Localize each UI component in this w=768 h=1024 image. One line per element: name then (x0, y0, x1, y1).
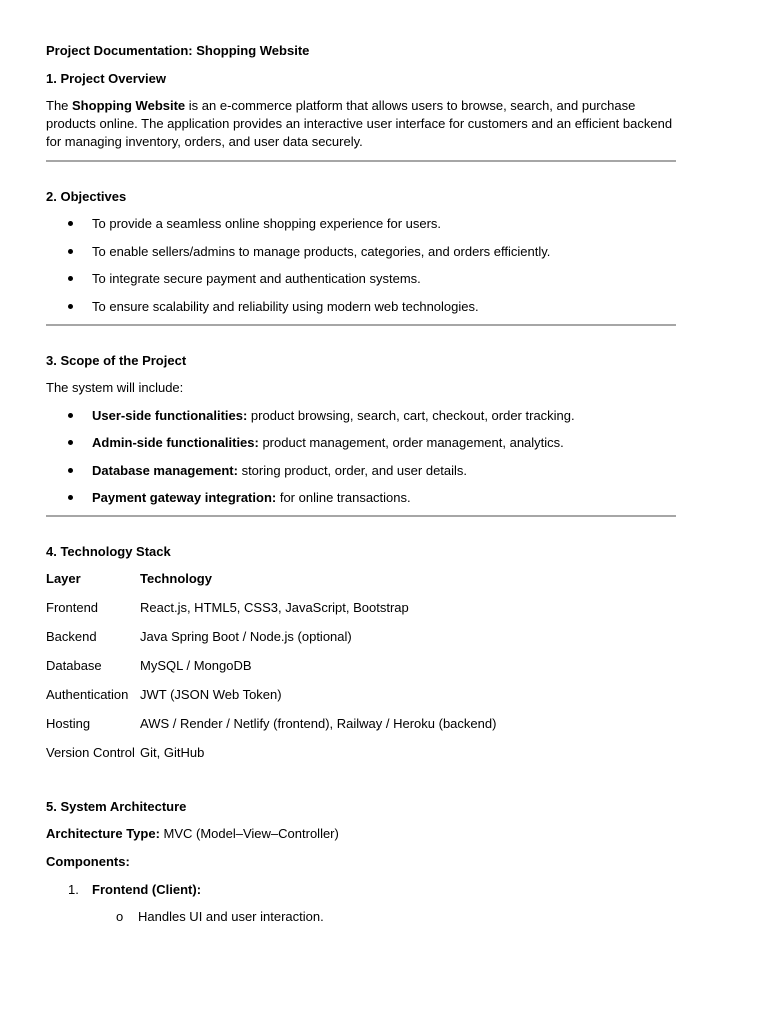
list-item-text: To integrate secure payment and authentication systems. (92, 271, 421, 286)
table-row (46, 657, 496, 686)
list-item-text: storing product, order, and user details. (237, 462, 468, 478)
section-heading: 4. Technology Stack (46, 544, 171, 559)
bullet-icon (68, 249, 73, 254)
section-technology-stack (46, 543, 676, 773)
table-cell-technology: React.js, HTML5, CSS3, JavaScript, Bootstrap (140, 600, 409, 615)
circle-bullet-icon: o (116, 909, 124, 924)
sub-list-item-text: Handles UI and user interaction. (138, 909, 324, 924)
list-item-text: for online transactions. (276, 490, 411, 505)
list-item (46, 215, 676, 232)
bullet-icon (68, 276, 73, 281)
technology-table (46, 570, 496, 773)
bullet-icon (68, 440, 73, 445)
list-item (46, 489, 676, 506)
list-item-label: Admin-side functionalities: (92, 435, 259, 450)
components-label: Components: (46, 854, 130, 869)
list-item-label: Frontend (Client): (92, 882, 202, 897)
list-item (46, 881, 676, 898)
bullet-icon (68, 304, 73, 309)
section-heading: 2. Objectives (46, 189, 127, 204)
table-cell-layer: Hosting (46, 716, 91, 731)
table-cell-technology: AWS / Render / Netlify (frontend), Railway / Heroku (backend) (140, 716, 497, 731)
list-item-text: product management, order management, analytics. (258, 435, 564, 450)
overview-paragraph (46, 97, 676, 151)
column-header: Technology (140, 571, 212, 586)
table-row (46, 686, 496, 715)
table-row (46, 599, 496, 628)
components-list (46, 881, 676, 898)
table-cell-layer: Database (46, 658, 102, 673)
bullet-icon (68, 221, 73, 226)
table-cell-layer: Backend (46, 629, 97, 644)
architecture-type (46, 825, 676, 843)
list-item (46, 270, 676, 287)
section-heading: 1. Project Overview (46, 71, 166, 86)
scope-intro: The system will include: (46, 379, 184, 395)
table-row (46, 744, 496, 773)
scope-list (46, 407, 676, 507)
overview-project-name: Shopping Website (72, 98, 186, 113)
document-title: Project Documentation: Shopping Website (46, 43, 310, 58)
section-system-architecture (46, 798, 676, 925)
list-item-number: 1. (68, 882, 79, 897)
list-item (46, 462, 676, 479)
architecture-type-value: MVC (Model–View–Controller) (159, 826, 339, 841)
table-cell-layer: Version Control (46, 745, 135, 760)
list-item (46, 407, 676, 424)
bullet-icon (68, 413, 73, 418)
table-row (46, 628, 496, 657)
list-item (46, 298, 676, 315)
table-row (46, 715, 496, 744)
list-item (46, 243, 676, 260)
table-cell-layer: Authentication (46, 687, 129, 702)
section-objectives (46, 188, 676, 326)
list-item-text: product browsing, search, cart, checkout, order tracking. (247, 407, 575, 423)
table-cell-technology: MySQL / MongoDB (140, 658, 252, 673)
table-cell-technology: Git, GitHub (140, 745, 205, 760)
list-item-label: Database management: (92, 462, 238, 478)
list-item-text: To provide a seamless online shopping experience for users. (92, 216, 442, 231)
section-project-overview (46, 70, 676, 162)
section-heading: 5. System Architecture (46, 799, 187, 814)
bullet-icon (68, 468, 73, 473)
document-page (46, 42, 676, 925)
architecture-type-label: Architecture Type: (46, 826, 160, 841)
table-cell-layer: Frontend (46, 600, 99, 615)
overview-text-before: The (46, 98, 73, 113)
objectives-list (46, 215, 676, 315)
section-scope (46, 352, 676, 518)
table-cell-technology: JWT (JSON Web Token) (140, 687, 282, 702)
table-cell-technology: Java Spring Boot / Node.js (optional) (140, 629, 352, 644)
list-item-label: User-side functionalities: (92, 407, 248, 423)
list-item-text: To enable sellers/admins to manage products, categories, and orders efficiently. (92, 243, 551, 259)
table-header-row (46, 570, 496, 599)
overview-text-after: is an e-commerce platform that allows users to browse, search, and purchase products online. The application provides an interactive user interface for customers and an efficient backend for managing inventory, orders, and user data securely. (46, 98, 673, 149)
list-item-label: Payment gateway integration: (92, 490, 277, 505)
bullet-icon (68, 495, 73, 500)
section-heading: 3. Scope of the Project (46, 352, 187, 368)
sub-list-item (46, 908, 676, 925)
list-item-text: To ensure scalability and reliability using modern web technologies. (92, 298, 479, 314)
list-item (46, 434, 676, 451)
column-header: Layer (46, 571, 81, 586)
